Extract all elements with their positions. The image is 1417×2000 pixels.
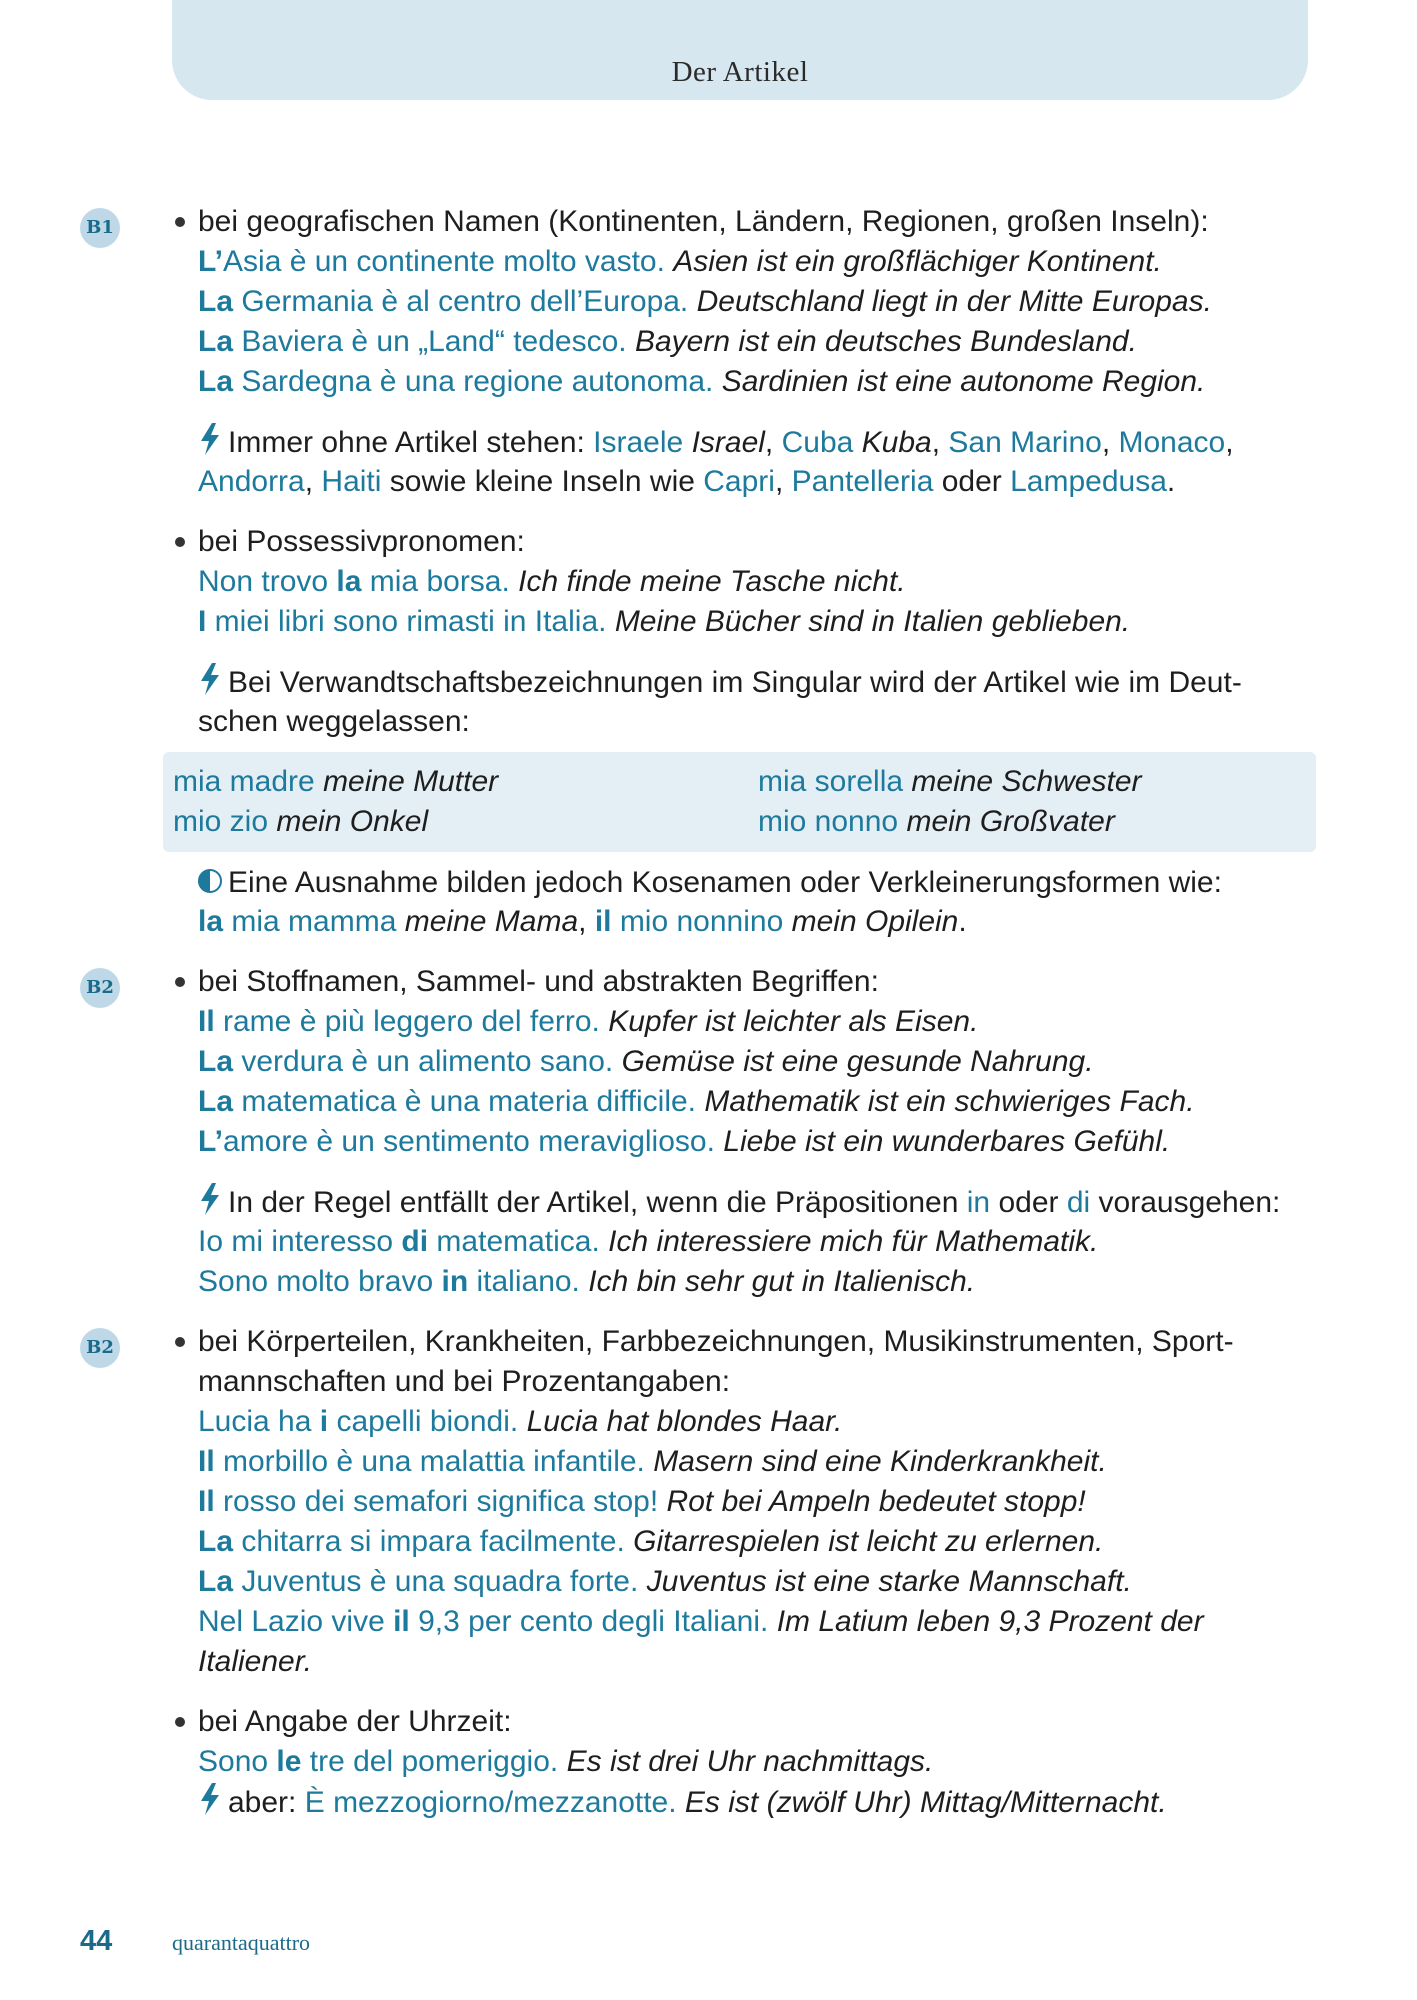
uhr-intro: bei Angabe der Uhrzeit: xyxy=(198,1705,512,1738)
family-term: mia madre meine Mutter xyxy=(173,765,499,798)
example-line: Io mi interesso di matematica. Ich interessiere mich für Mathematik. xyxy=(198,1225,1099,1258)
note-line: schen weggelassen: xyxy=(198,705,470,738)
example-line: La verdura è un alimento sano. Gemüse ist eine gesunde Nahrung. xyxy=(198,1045,1094,1078)
example-line: La Sardegna è una regione autonoma. Sardinien ist eine autonome Region. xyxy=(198,365,1206,398)
bullet-dot xyxy=(175,217,185,227)
note-line: Andorra, Haiti sowie kleine Inseln wie Capri, Pantelleria oder Lampedusa. xyxy=(198,465,1176,498)
half-circle-icon xyxy=(198,862,222,896)
example-line: Il morbillo è una malattia infantile. Masern sind eine Kinderkrankheit. xyxy=(198,1445,1107,1478)
page-number: 44 xyxy=(80,1925,113,1957)
note-line: aber: È mezzogiorno/mezzanotte. Es ist (zwölf Uhr) Mittag/Mitternacht. xyxy=(198,1782,1167,1823)
koerper-intro: mannschaften und bei Prozentangaben: xyxy=(198,1365,731,1398)
family-terms-box xyxy=(163,752,1316,852)
bullet-dot xyxy=(175,1717,185,1727)
bullet-dot xyxy=(175,1337,185,1347)
chapter-header xyxy=(172,0,1308,100)
example-line: Lucia ha i capelli biondi. Lucia hat blondes Haar. xyxy=(198,1405,843,1438)
example-line: La Baviera è un „Land“ tedesco. Bayern ist ein deutsches Bundesland. xyxy=(198,325,1137,358)
level-badge-b2: B2 xyxy=(80,968,120,1008)
example-line: L’Asia è un continente molto vasto. Asien ist ein großflächiger Kontinent. xyxy=(198,245,1162,278)
example-line: Sono le tre del pomeriggio. Es ist drei Uhr nachmittags. xyxy=(198,1745,934,1778)
stoff-intro: bei Stoffnamen, Sammel- und abstrakten Begriffen: xyxy=(198,965,879,998)
lightning-icon xyxy=(198,422,222,456)
example-line: La Juventus è una squadra forte. Juventus ist eine starke Mannschaft. xyxy=(198,1565,1132,1598)
note-line: In der Regel entfällt der Artikel, wenn die Präpositionen in oder di vorausgehen: xyxy=(198,1182,1280,1223)
note-line: Bei Verwandtschaftsbezeichnungen im Singular wird der Artikel wie im Deut- xyxy=(198,662,1242,703)
example-line: Non trovo la mia borsa. Ich finde meine Tasche nicht. xyxy=(198,565,906,598)
example-line: La Germania è al centro dell’Europa. Deutschland liegt in der Mitte Europas. xyxy=(198,285,1212,318)
level-badge-b1: B1 xyxy=(80,208,120,248)
example-line: Sono molto bravo in italiano. Ich bin sehr gut in Italienisch. xyxy=(198,1265,976,1298)
example-line: I miei libri sono rimasti in Italia. Meine Bücher sind in Italien geblieben. xyxy=(198,605,1131,638)
note-line: la mia mamma meine Mama, il mio nonnino mein Opilein. xyxy=(198,905,967,938)
bullet-dot xyxy=(175,977,185,987)
level-badge-b2: B2 xyxy=(80,1328,120,1368)
example-line: L’amore è un sentimento meraviglioso. Liebe ist ein wunderbares Gefühl. xyxy=(198,1125,1171,1158)
family-term: mia sorella meine Schwester xyxy=(758,765,1142,798)
poss-intro: bei Possessivpronomen: xyxy=(198,525,525,558)
example-line: Italiener. xyxy=(198,1645,312,1678)
family-term: mio nonno mein Großvater xyxy=(758,805,1115,838)
note-line: Immer ohne Artikel stehen: Israele Israel, Cuba Kuba, San Marino, Monaco, xyxy=(198,422,1234,463)
page-number-word: quarantaquattro xyxy=(172,1930,311,1955)
example-line: La matematica è una materia difficile. Mathematik ist ein schwieriges Fach. xyxy=(198,1085,1195,1118)
example-line: La chitarra si impara facilmente. Gitarrespielen ist leicht zu erlernen. xyxy=(198,1525,1104,1558)
family-term: mio zio mein Onkel xyxy=(173,805,429,838)
bullet-dot xyxy=(175,537,185,547)
example-line: Il rame è più leggero del ferro. Kupfer ist leichter als Eisen. xyxy=(198,1005,979,1038)
example-line: Nel Lazio vive il 9,3 per cento degli Italiani. Im Latium leben 9,3 Prozent der xyxy=(198,1605,1204,1638)
lightning-icon xyxy=(198,1782,222,1816)
geo-intro: bei geografischen Namen (Kontinenten, Ländern, Regionen, großen Inseln): xyxy=(198,205,1209,238)
koerper-intro: bei Körperteilen, Krankheiten, Farbbezeichnungen, Musikinstrumenten, Sport- xyxy=(198,1325,1234,1358)
lightning-icon xyxy=(198,1182,222,1216)
note-line: Eine Ausnahme bilden jedoch Kosenamen oder Verkleinerungsformen wie: xyxy=(198,862,1222,903)
example-line: Il rosso dei semafori significa stop! Rot bei Ampeln bedeutet stopp! xyxy=(198,1485,1086,1518)
chapter-title: Der Artikel xyxy=(671,56,809,88)
lightning-icon xyxy=(198,662,222,696)
